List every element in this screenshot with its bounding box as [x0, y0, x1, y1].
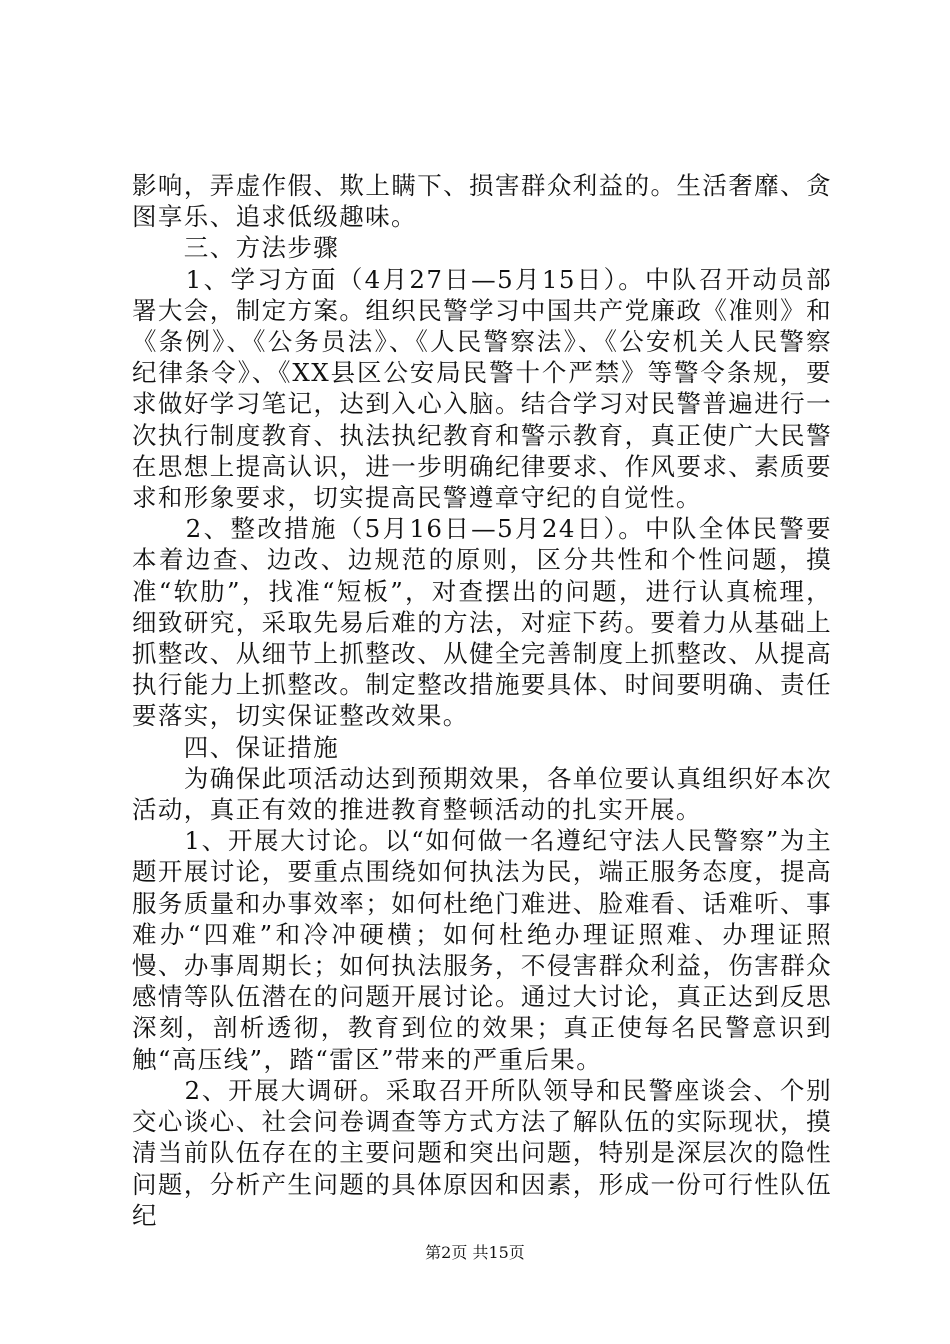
- section-heading-guarantee: 四、保证措施: [132, 732, 340, 762]
- document-body: [132, 170, 832, 1231]
- paragraph-study: 1、学习方面（4月27日—5月15日）。中队召开动员部署大会，制定方案。组织民警学习中国共产党廉政《准则》和《条例》、《公务员法》、《人民警察法》、《公安机关人民警察纪律条令》、《XX县区公安局民警十个严禁》等警令条规，要求做好学习笔记，达到入心入脑。结合学习对民警普遍进行一次执行制度教育、执法执纪教育和警示教育，真正使广大民警在思想上提高认识，进一步明确纪律要求、作风要求、素质要求和形象要求，切实提高民警遵章守纪的自觉性。: [132, 264, 832, 513]
- page-number-footer: 第2页 共15页: [425, 1243, 525, 1262]
- paragraph-continuation: 影响，弄虚作假、欺上瞒下、损害群众利益的。生活奢靡、贪图享乐、追求低级趣味。: [132, 171, 832, 232]
- paragraph-discussion: 1、开展大讨论。以“如何做一名遵纪守法人民警察”为主题开展讨论，要重点围绕如何执法为民，端正服务态度，提高服务质量和办事效率；如何杜绝门难进、脸难看、话难听、事难办“四难”和冷冲硬横；如何杜绝办理证照难、办理证照慢、办事周期长；如何执法服务，不侵害群众利益，伤害群众感情等队伍潜在的问题开展讨论。通过大讨论，真正达到反思深刻，剖析透彻，教育到位的效果；真正使每名民警意识到触“高压线”，踏“雷区”带来的严重后果。: [132, 826, 832, 1074]
- paragraph-research: 2、开展大调研。采取召开所队领导和民警座谈会、个别交心谈心、社会问卷调查等方式方法了解队伍的实际现状，摸清当前队伍存在的主要问题和突出问题，特别是深层次的隐性问题，分析产生问题的具体原因和因素，形成一份可行性队伍纪: [132, 1075, 832, 1230]
- paragraph-rectification: 2、整改措施（5月16日—5月24日）。中队全体民警要本着边查、边改、边规范的原则，区分共性和个性问题，摸准“软肋”，找准“短板”，对查摆出的问题，进行认真梳理，细致研究，采取先易后难的方法，对症下药。要着力从基础上抓整改、从细节上抓整改、从健全完善制度上抓整改、从提高执行能力上抓整改。制定整改措施要具体、时间要明确、责任要落实，切实保证整改效果。: [132, 514, 832, 731]
- paragraph-guarantee-intro: 为确保此项活动达到预期效果，各单位要认真组织好本次活动，真正有效的推进教育整顿活动的扎实开展。: [132, 763, 832, 825]
- section-heading-methods: 三、方法步骤: [132, 233, 340, 263]
